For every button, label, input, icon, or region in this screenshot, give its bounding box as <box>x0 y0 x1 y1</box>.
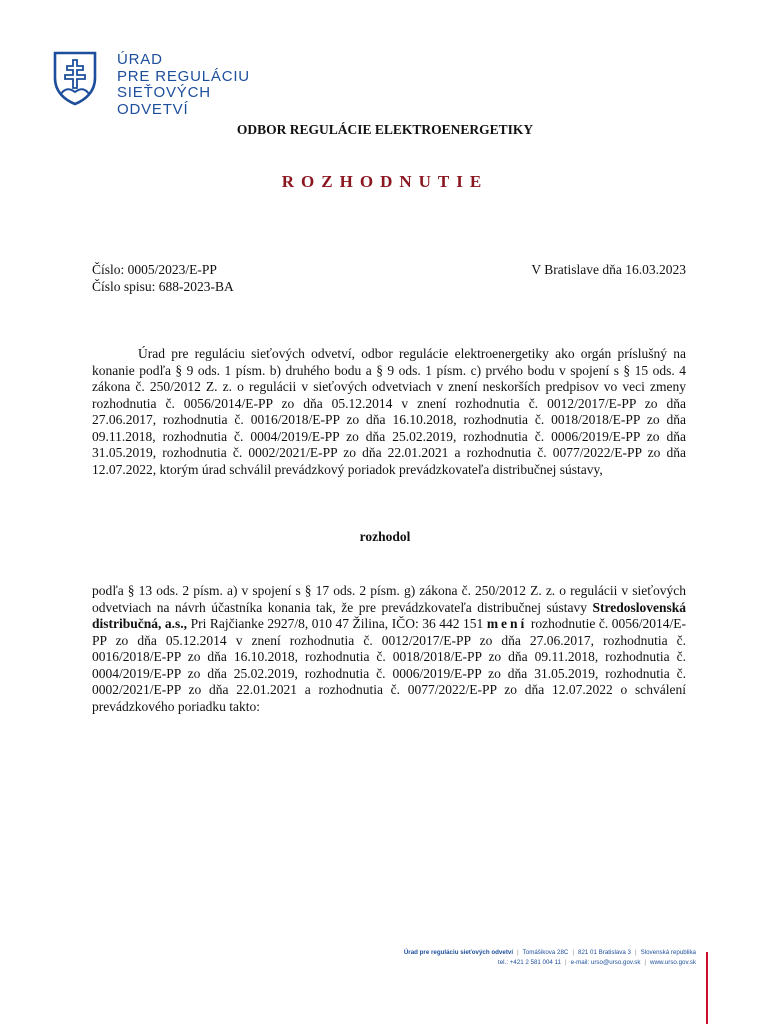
slovak-coat-of-arms-logo <box>52 50 98 106</box>
decided-heading: rozhodol <box>359 529 411 544</box>
footer-web: www.urso.gov.sk <box>650 959 696 966</box>
decision-text-part-1: podľa § 13 ods. 2 písm. a) v spojení s § 17 ods. 2 písm. g) zákona č. 250/2012 Z. z. o regulácii v sieťových odvetviach na návrh účastníka konania tak, že pre prevádzkovateľa distribučnej sústavy <box>92 583 686 615</box>
company-name: Stredoslovenská distribučná, a.s., <box>92 599 686 631</box>
page-footer <box>300 948 696 968</box>
institution-logo-text <box>117 52 250 118</box>
department-heading: ODBOR REGULÁCIE ELEKTROENERGETIKY <box>236 122 534 137</box>
logo-line-2: PRE REGULÁCIU <box>117 67 250 85</box>
footer-country: Slovenská republika <box>640 949 696 956</box>
decision-verb: mení <box>486 616 528 631</box>
place-and-date: V Bratislave dňa 16.03.2023 <box>531 262 686 277</box>
footer-accent-bar <box>706 952 708 1024</box>
footer-phone: tel.: +421 2 581 004 11 <box>498 959 562 966</box>
logo-line-1: ÚRAD <box>117 51 163 68</box>
footer-street: Tomášikova 28C <box>522 949 569 956</box>
decision-paragraph <box>92 583 686 715</box>
decision-text-part-3: rozhodnutie č. 0056/2014/E-PP zo dňa 05.12.2014 v znení rozhodnutia č. 0012/2017/E-PP zo dňa 27.06.2017, rozhodnutia č. 0016/2018/E-PP zo dňa 16.10.2018, rozhodnutia č. 0018/2018/E-PP zo dňa 09.11.2018, rozhodnutia č. 0004/2019/E-PP zo dňa 25.02.2019, rozhodnutia č. 0006/2019/E-PP zo dňa 31.05.2019, rozhodnutia č. 0002/2021/E-PP zo dňa 22.01.2021 a rozhodnutia č. 0077/2022/E-PP zo dňa 12.07.2022 o schválení prevádzkového poriadku takto: <box>92 616 686 714</box>
footer-line-1: Úrad pre reguláciu sieťových odvetví | Tomášikova 28C | 821 01 Bratislava 3 | Slovenská republika <box>403 949 696 956</box>
decision-number: Číslo: 0005/2023/E-PP <box>92 262 217 277</box>
footer-city: 821 01 Bratislava 3 <box>578 949 631 956</box>
footer-line-2: tel.: +421 2 581 004 11 | e-mail: urso@urso.gov.sk | www.urso.gov.sk <box>498 959 696 966</box>
logo-line-4: ODVETVÍ <box>117 100 189 118</box>
logo-line-3: SIEŤOVÝCH <box>117 84 211 101</box>
footer-email: e-mail: urso@urso.gov.sk <box>570 959 641 966</box>
file-number: Číslo spisu: 688-2023-BA <box>92 279 234 294</box>
document-title: ROZHODNUTIE <box>281 172 489 191</box>
intro-paragraph: Úrad pre reguláciu sieťových odvetví, odbor regulácie elektroenergetiky ako orgán príslušný na konanie podľa § 9 ods. 1 písm. b) druhého bodu a § 9 ods. 1 písm. c) prvého bodu v spojení s § 15 ods. 4 zákona č. 250/2012 Z. z. o regulácii v sieťových odvetviach v znení neskorších predpisov vo veci zmeny rozhodnutia č. 0056/2014/E-PP zo dňa 05.12.2014 v znení rozhodnutia č. 0012/2017/E-PP zo dňa 27.06.2017, rozhodnutia č. 0016/2018/E-PP zo dňa 16.10.2018, rozhodnutia č. 0018/2018/E-PP zo dňa 09.11.2018, rozhodnutia č. 0004/2019/E-PP zo dňa 25.02.2019, rozhodnutia č. 0006/2019/E-PP zo dňa 31.05.2019, rozhodnutia č. 0002/2021/E-PP zo dňa 22.01.2021 a rozhodnutia č. 0077/2022/E-PP zo dňa 12.07.2022, ktorým úrad schválil prevádzkový poriadok prevádzkovateľa distribučnej sústavy, <box>92 346 686 477</box>
reference-numbers <box>92 261 234 295</box>
decision-text-part-2: Pri Rajčianke 2927/8, 010 47 Žilina, IČO: 36 442 151 <box>187 616 487 631</box>
footer-org: Úrad pre reguláciu sieťových odvetví <box>403 949 514 956</box>
